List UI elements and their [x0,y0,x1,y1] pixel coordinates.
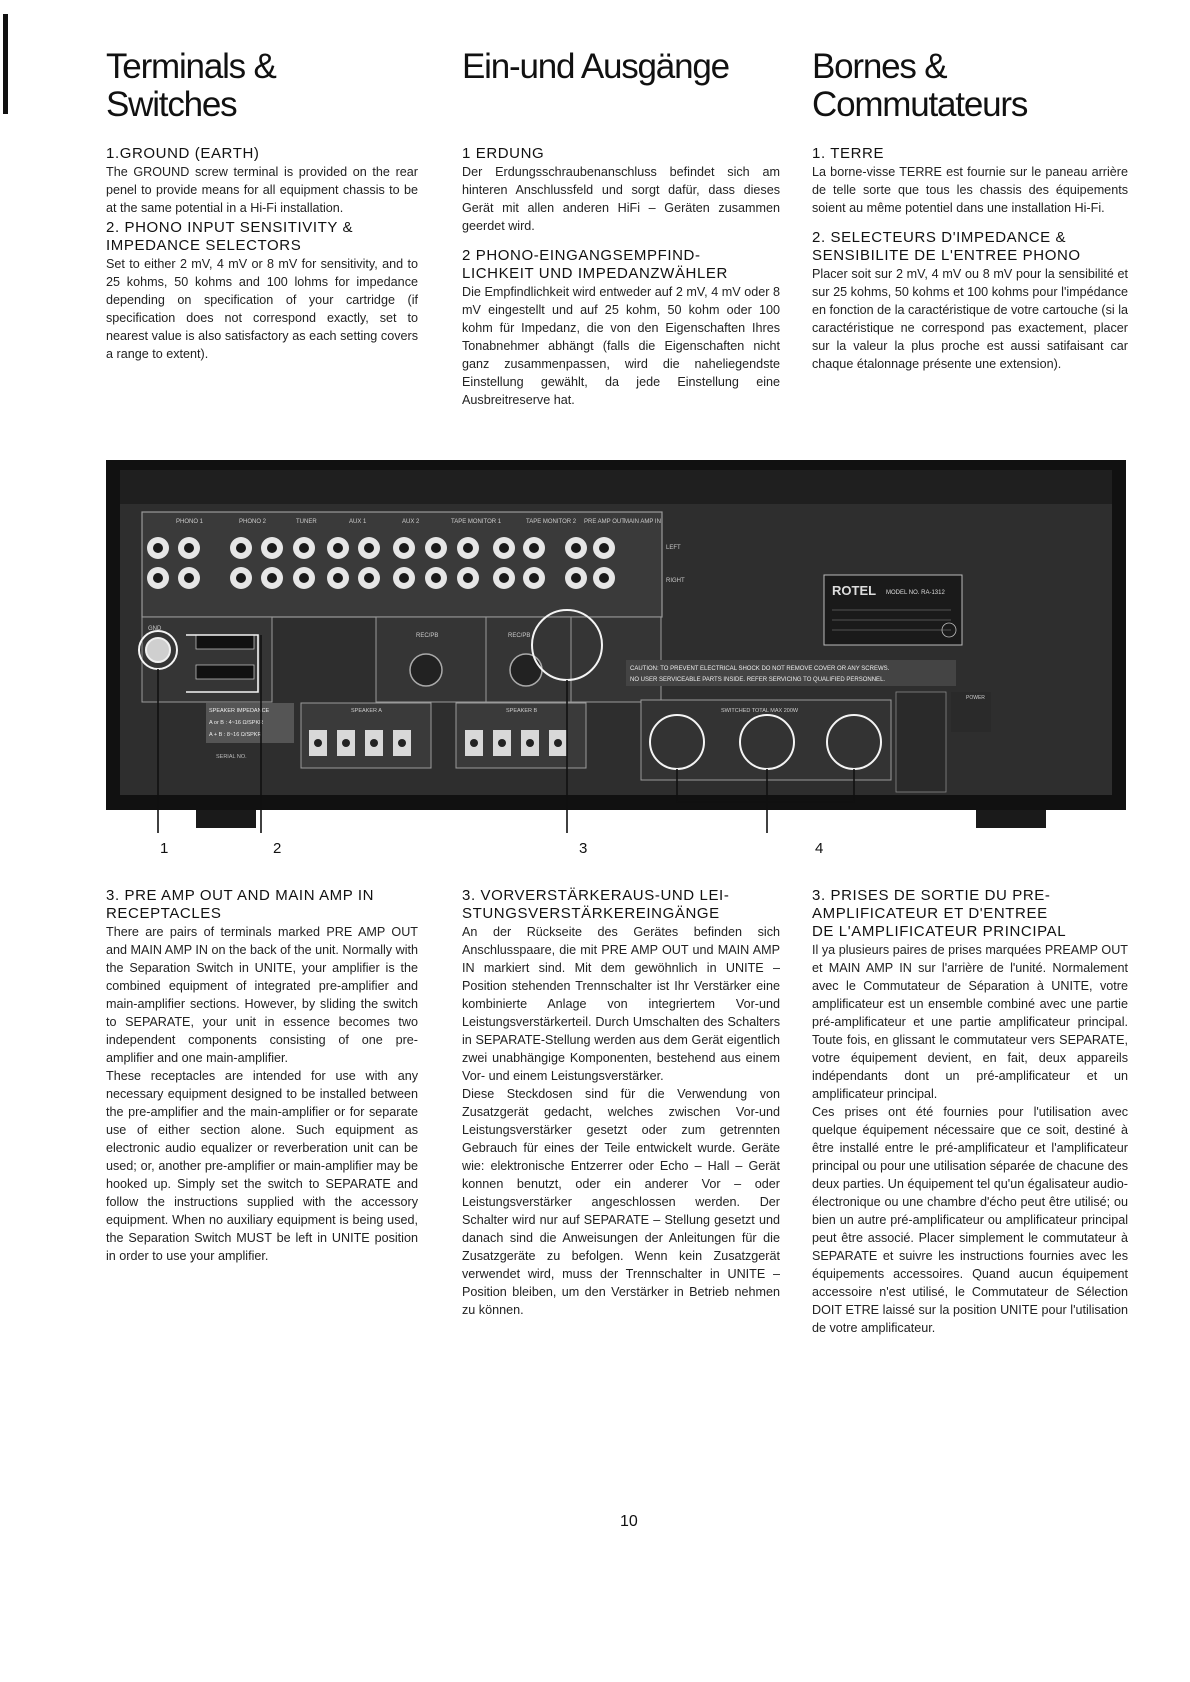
callout-number: 4 [815,840,824,857]
section-body: Der Erdungsschraubenanschluss befindet sich am hinteren Anschlussfeld und sorgt dafür, dass dieses Gerät mit allen anderen HiFi – Geräten zusammen geerdet wird. [462,165,780,233]
panel-label: GND [148,626,162,632]
section-phono-eingang [462,247,780,409]
panel-label: TAPE MONITOR 1 [451,519,502,525]
section-heading: 3. PRE AMP OUT AND MAIN AMP IN [106,887,375,904]
rca-jack-center [267,573,277,583]
separation-switch-box [571,617,661,702]
panel-label: POWER [966,695,985,701]
rca-jack-center [333,543,343,553]
caution-text: NO USER SERVICEABLE PARTS INSIDE. REFER SERVICING TO QUALIFIED PERSONNEL. [630,677,886,683]
rca-jack-center [184,543,194,553]
ground-terminal [146,638,170,662]
panel-label: RIGHT [666,578,685,584]
rca-jack-center [463,543,473,553]
page-number: 10 [620,1513,638,1530]
section-heading: 1. TERRE [812,145,885,162]
section-selecteurs [812,229,1128,373]
rca-jack-center [364,543,374,553]
impedance-selector [196,635,254,649]
rca-jack-center [431,573,441,583]
speaker-terminal-hole [526,739,534,747]
callout-number: 2 [273,840,282,857]
panel-label: AUX 2 [402,519,420,525]
rca-jack-center [599,543,609,553]
speaker-terminal-hole [314,739,322,747]
rca-jack-center [236,543,246,553]
section-heading: 2 PHONO-EINGANGSEMPFIND- [462,247,701,264]
panel-label: SPEAKER IMPEDANCE [209,708,270,714]
rca-jack-center [153,573,163,583]
panel-label: TAPE MONITOR 2 [526,519,577,525]
section-body: Placer soit sur 2 mV, 4 mV ou 8 mV pour la sensibilité et sur 25 kohms, 50 kohms et 100 kohms pour l'impédance en fonction de la caractéristique de votre cartouche (si la caractéristique ne correspond pas exactement, placer sur la valeur la plus proche est aussi satifaisant car chaque étalonnage présente une extension). [812,267,1128,371]
section-heading: DE L'AMPLIFICATEUR PRINCIPAL [812,923,1067,940]
panel-label: LEFT [666,545,681,551]
section-heading: 1 ERDUNG [462,145,545,162]
panel-label: SPEAKER A [351,708,382,714]
rear-panel-photo [106,460,1126,833]
section-paragraph: Ces prises ont été fournies pour l'utilisation avec quelque équipement nécessaire que ce soit, destiné à être installé entre le pré-amplificateur et l'amplificateur principal ou pour une utilisation séparée de chacune des deux parties. Un équipement tel qu'un égalisateur audio-électronique ou une chambre d'écho peut être utilisé; ou bien un autre pré-amplificateur ou amplificateur principal peut être associé. Placer simplement le commutateur à SEPARATE et suivre les instructions fournies avec les équipements accessoires. Quand aucun équipement accessoire n'est utilisé, le Commutateur de Sélection DOIT ETRE laissé sur la position UNITE pour l'utilisation de votre amplificateur. [812,1105,1128,1335]
section-heading: RECEPTACLES [106,905,222,922]
section-body: The GROUND screw terminal is provided on the rear penel to provide means for all equipment chassis to be at the same potential in a Hi-Fi installation. [106,165,418,215]
section-body: La borne-visse TERRE est fournie sur le paneau arrière de telle sorte que tous les chassis des équipements soient au même potentiel dans une installation Hi-Fi. [812,165,1128,215]
caution-text: CAUTION: TO PREVENT ELECTRICAL SHOCK DO NOT REMOVE COVER OR ANY SCREWS. [630,666,890,672]
panel-label: MAIN AMP IN [624,519,661,525]
section-heading: 2. PHONO INPUT SENSITIVITY & [106,219,354,236]
panel-label: A + B : 8~16 Ω/SPKR [209,732,262,738]
panel-label: SPEAKER B [506,708,538,714]
rca-jack-center [529,543,539,553]
rca-jack-center [599,573,609,583]
section-phono-selectors [106,219,418,363]
callout-number: 3 [579,840,588,857]
top-column-english [106,145,418,363]
section-heading: STUNGSVERSTÄRKEREINGÄNGE [462,905,720,922]
rca-jack-center [499,543,509,553]
rca-jack-center [267,543,277,553]
panel-label: SERIAL NO. [216,754,247,760]
section-heading: IMPEDANCE SELECTORS [106,237,302,254]
brand-logo: ROTEL [832,583,877,598]
title-line: Ein-und Ausgänge [462,47,729,86]
rca-jack-center [236,573,246,583]
section-heading: AMPLIFICATEUR ET D'ENTREE [812,905,1048,922]
rca-jack-center [571,573,581,583]
title-german [462,48,729,86]
speaker-terminal-hole [342,739,350,747]
margin-bar [3,14,8,114]
speaker-terminal-hole [554,739,562,747]
sensitivity-selector [196,665,254,679]
section-heading: 3. VORVERSTÄRKERAUS-UND LEI- [462,887,730,904]
section-terre [812,145,1128,217]
panel-label: AUX 1 [349,519,367,525]
top-column-german [462,145,780,409]
input-jack-box [142,512,662,617]
speaker-terminal-hole [398,739,406,747]
section-paragraph: An der Rückseite des Gerätes befinden sich Anschlusspaare, die mit PRE AMP OUT und MAIN AMP IN markiert sind. Mit dem gewöhnlich in UNITE – Position stehenden Trennschalter ist Ihr Verstärker eine kombinierte Anlage von integriertem Vor-und Leistungsverstärkerteil. Durch Umschalten des Schalters in SEPARATE-Stellung werden aus dem Gerät eigentlich zwei unabhängige Komponenten, bestehend aus einem Vor- und einem Leistungsverstärker. [462,925,780,1083]
panel-label: REC/PB [508,633,531,639]
rca-jack-center [364,573,374,583]
panel-top-edge [120,470,1112,504]
bottom-column-german [462,887,780,1319]
din-socket [410,654,442,686]
rca-jack-center [399,573,409,583]
din-socket [510,654,542,686]
panel-label: SWITCHED TOTAL MAX 200W [721,708,799,714]
rca-jack-center [571,543,581,553]
top-column-french [812,145,1128,373]
section-heading: SENSIBILITE DE L'ENTREE PHONO [812,247,1081,264]
speaker-terminal-hole [470,739,478,747]
title-french [812,48,1027,124]
rca-jack-center [431,543,441,553]
section-heading: 1.GROUND (EARTH) [106,145,260,162]
section-heading: 2. SELECTEURS D'IMPEDANCE & [812,229,1067,246]
section-paragraph: There are pairs of terminals marked PRE AMP OUT and MAIN AMP IN on the back of the unit. Normally with the Separation Switch in UNITE, your amplifier is the combined equipment of integrated pre-amplifier and main-amplifier sections. However, by sliding the switch to SEPARATE, your unit in essence becomes two independent components consisting of one pre-amplifier and one main-amplifier. [106,925,418,1065]
panel-label: PHONO 2 [239,519,267,525]
rca-jack-center [333,573,343,583]
speaker-terminal-hole [370,739,378,747]
section-paragraph: These receptacles are intended for use with any necessary equipment designed to be installed between the pre-amplifier and the main-amplifier or for separate use of either section alone. Such equipment as electronic audio equalizer or reverberation unit can be used; or, another pre-amplifier or main-amplifier may be hooked up. Simply set the switch to SEPARATE and follow the instructions supplied with the accessory equipment. When no auxiliary equipment is being used, the Separation Switch MUST be left in UNITE position in order to use your amplifier. [106,1069,418,1263]
section-heading: LICHKEIT UND IMPEDANZWÄHLER [462,265,728,282]
foot [196,810,256,828]
panel-label: REC/PB [416,633,439,639]
section-heading: 3. PRISES DE SORTIE DU PRE- [812,887,1051,904]
rca-jack-center [499,573,509,583]
rca-jack-center [299,543,309,553]
section-body: Set to either 2 mV, 4 mV or 8 mV for sensitivity, and to 25 kohms, 50 kohms and 100 lohms for impedance depending on specification of your cartridge (if specification does not correspond exactly, set to nearest value is also satisfactory as each setting covers a range to extent). [106,257,418,361]
power-panel [896,692,946,792]
callout-number: 1 [160,840,169,857]
title-line: Commutateurs [812,85,1028,124]
section-ground [106,145,418,217]
title-english [106,48,276,124]
rca-jack-center [399,543,409,553]
rca-jack-center [153,543,163,553]
title-line: Terminals & [106,47,276,86]
panel-label: TUNER [296,519,317,525]
section-body: Die Empfindlichkeit wird entweder auf 2 mV, 4 mV oder 8 mV eingestellt und auf 25 kohm, 50 kohm oder 100 kohm für Impedanz, die von den Eigenschaften Ihres Tonabnehmer abhängt (falls die Eigenschaften nicht ganz zusammenpassen, wird die naheliegendste Einstellung gewählt, da jede Einstellung eine Ausbreitreserve hat. [462,285,780,407]
title-line: Switches [106,85,237,124]
panel-label: PRE AMP OUT [584,519,625,525]
speaker-terminal-hole [498,739,506,747]
rca-jack-center [299,573,309,583]
section-erdung [462,145,780,235]
model-number: MODEL NO. RA-1312 [886,590,945,596]
rca-jack-center [184,573,194,583]
section-paragraph: Il ya plusieurs paires de prises marquées PREAMP OUT et MAIN AMP IN sur l'arrière de l'unité. Normalement avec le Commutateur de Séparation à UNITE, votre amplificateur est un ensemble combiné avec une partie pré-amplificateur et une partie amplificateur principal. Toute fois, en glissant le commutateur vers SEPARATE, votre équipement devient, en fait, deux appareils indépendants dont un pré-amplificateur et un amplificateur principal. [812,943,1128,1101]
title-line: Bornes & [812,47,947,86]
section-paragraph: Diese Steckdosen sind für die Verwendung von Zusatzgerät gedacht, welches zwischen Vor-und Leistungsverstärker gesetzt oder zum getrennten Gebrauch für eines der Teile entwickelt wurde. Geräte wie: elektronische Entzerrer oder Echo – Hall – Gerät konnen benutzt, oder ein anderer Vor – oder Leistungsverstärker angeschlossen werden. Der Schalter wird nur auf SEPARATE – Stellung gesetzt und danach sind die Anweisungen der Anleitungen für die Zusatzgeräte zu befolgen. Wenn kein Zusatzgerät verwendet wird, muss der Trennschalter in UNITE – Position bleiben, um den Verstärker in Betrieb nehmen zu können. [462,1087,780,1317]
panel-label: PHONO 1 [176,519,204,525]
bottom-column-french [812,887,1128,1337]
rca-jack-center [463,573,473,583]
panel-label: A or B : 4~16 Ω/SPKR [209,720,264,726]
rca-jack-center [529,573,539,583]
foot [976,810,1046,828]
bottom-column-english [106,887,418,1265]
